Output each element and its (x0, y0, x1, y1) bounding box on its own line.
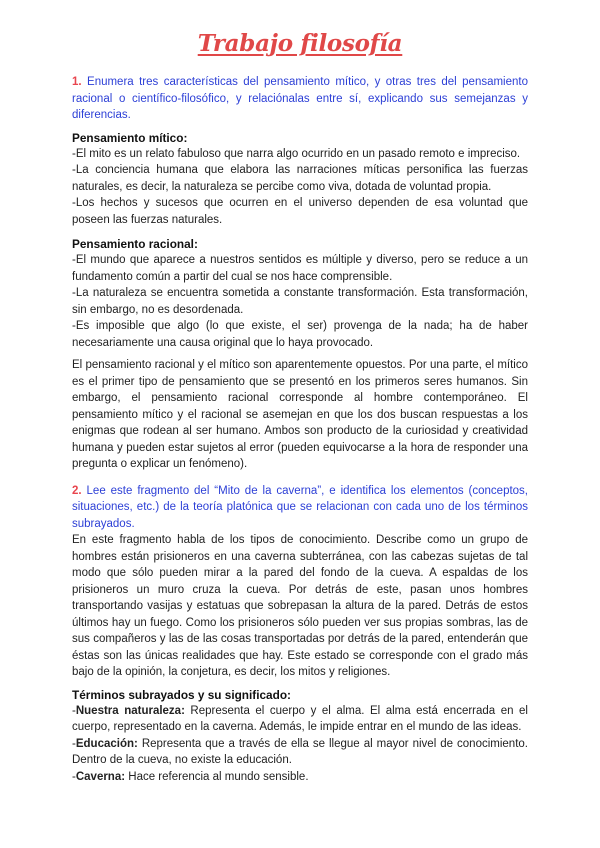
terms-heading: Términos subrayados y su significado: (72, 687, 291, 702)
racional-heading: Pensamiento racional: (72, 237, 198, 251)
question-2-text: Lee este fragmento del “Mito de la caverna”, e identifica los elementos (conceptos, situaciones, etc.) de la teoría platónica que se relacionan con cada uno de los términos subrayados. (72, 484, 528, 530)
term-prefix: - (72, 770, 76, 783)
document-title: Trabajo filosofía (197, 30, 403, 57)
mitico-item: -Los hechos y sucesos que ocurren en el universo dependen de esa voluntad que poseen las fuerzas naturales. (72, 197, 528, 226)
question-2 (72, 483, 528, 533)
question-1 (72, 74, 528, 124)
mitico-item: -El mito es un relato fabuloso que narra algo ocurrido en un pasado remoto e impreciso. (72, 147, 521, 160)
term-item (72, 736, 528, 769)
term-prefix: - (72, 737, 76, 750)
question-1-number: 1. (72, 76, 82, 88)
term-item (72, 703, 528, 736)
comparison-paragraph: El pensamiento racional y el mítico son aparentemente opuestos. Por una parte, el mítico es el primer tipo de pensamiento que se presentó en los primeros seres humanos. Sin embargo, el pensamiento racional corresponde al hombre contemporáneo. El pensamiento mítico y el racional se asemejan en que los dos buscan respuestas a los enigmas que rodean al ser humano. Ambos son producto de la curiosidad y creatividad humana y pueden estar sujetos al error (pueden equivocarse a la hora de responder una pregunta o explicar un fenómeno). (72, 359, 528, 470)
racional-item: -Es imposible que algo (lo que existe, el ser) provenga de la nada; ha de haber necesariamente una causa original que lo haya provocado. (72, 320, 528, 349)
racional-item: -El mundo que aparece a nuestros sentidos es múltiple y diverso, pero se reduce a un fundamento común a partir del cual se nos hace comprensible. (72, 254, 528, 283)
racional-item: -La naturaleza se encuentra sometida a constante transformación. Esta transformación, sin embargo, no es desordenada. (72, 287, 528, 316)
question-1-text: Enumera tres características del pensamiento mítico, y otras tres del pensamiento racional o científico-filosófico, y relaciónalas entre sí, explicando sus semejanzas y diferencias. (72, 76, 528, 121)
term-text: Hace referencia al mundo sensible. (125, 770, 309, 783)
term-prefix: - (72, 704, 76, 717)
term-name: Caverna: (75, 770, 126, 783)
term-text: Representa que a través de ella se llegue al mayor nivel de conocimiento. Dentro de la cueva, no existe la educación. (72, 737, 528, 766)
term-text: Representa el cuerpo y el alma. El alma está encerrada en el cuerpo, representado en la caverna. Además, le impide entrar en el mundo de las ideas. (72, 704, 528, 733)
question-2-number: 2. (72, 484, 82, 497)
fragment-paragraph: En este fragmento habla de los tipos de conocimiento. Describe como un grupo de hombres están prisioneros en una caverna subterránea, con las cabezas sujetas de tal modo que sólo pueden mirar a la pared del fondo de la cueva. A espaldas de los prisioneros un muro cruza la cueva. Por detrás de este, pasan unos hombres transportando vasijas y estatuas que sobrepasan la altura de la pared. Detrás de estos últimos hay un fuego. Como los prisioneros sólo pueden ver sus propias sombras, las de sus compañeros y las de las cosas transportadas por detrás de la pared, entenderán que éstas son las únicas realidades que hay. Este estado se corresponde con el grado más bajo de la opinión, la conjetura, es decir, los mitos y religiones. (72, 534, 528, 678)
term-name: Educación: (75, 737, 138, 750)
mitico-heading: Pensamiento mítico: (72, 130, 188, 145)
term-item (72, 769, 528, 786)
term-name: Nuestra naturaleza: (75, 704, 185, 717)
mitico-item: -La conciencia humana que elabora las narraciones míticas personifica las fuerzas naturales, es decir, la naturaleza se percibe como viva, dotada de voluntad propia. (72, 164, 528, 193)
